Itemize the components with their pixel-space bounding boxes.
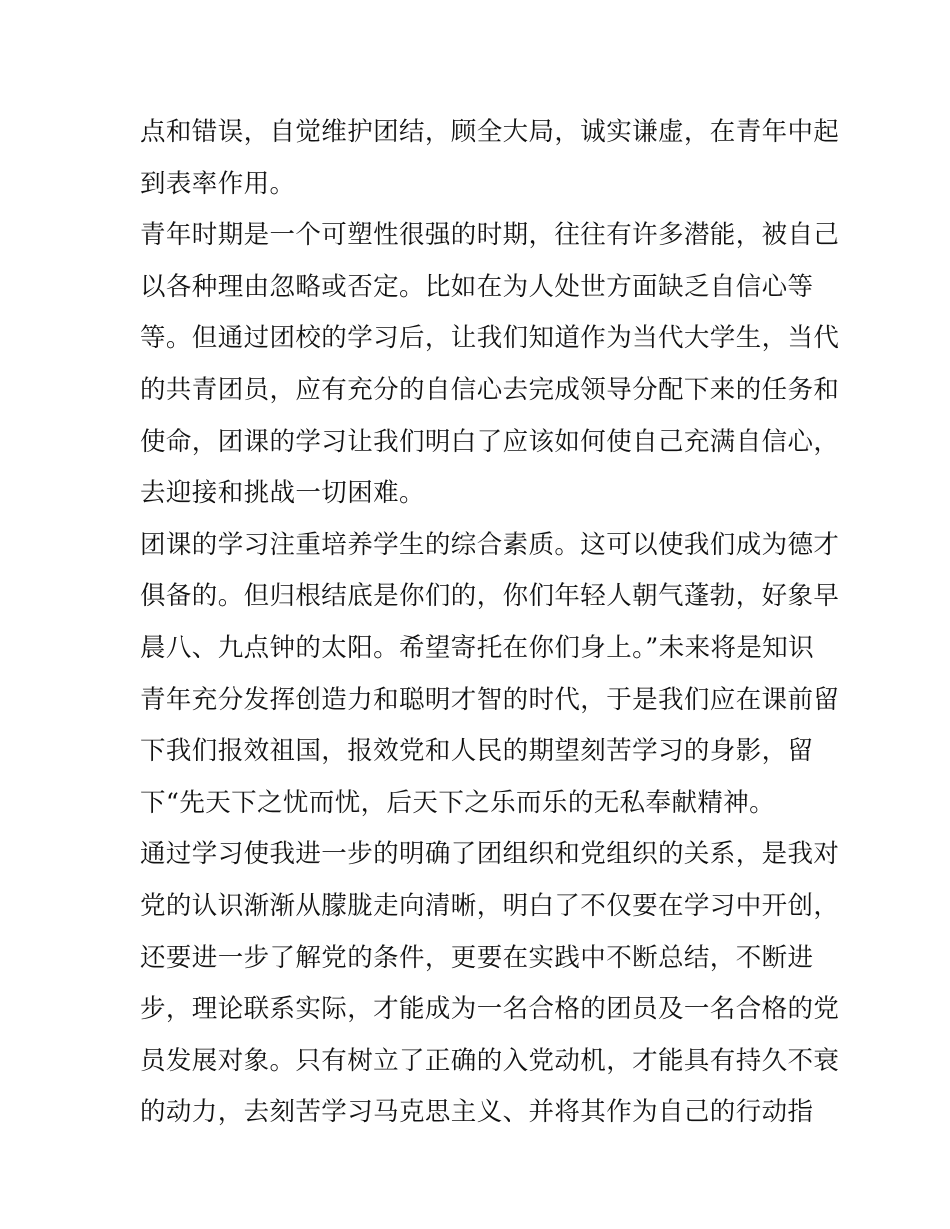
text-line: 的共青团员，应有充分的自信心去完成领导分配下来的任务和 <box>140 374 840 405</box>
text-line: 青年充分发挥创造力和聪明才智的时代，于是我们应在课前留 <box>140 684 840 715</box>
text-line: 去迎接和挑战一切困难。 <box>140 478 425 509</box>
text-line: 下我们报效祖国，报效党和人民的期望刻苦学习的身影，留 <box>140 736 814 767</box>
text-line: 点和错误，自觉维护团结，顾全大局，诚实谦虚，在青年中起 <box>140 117 840 147</box>
text-line: 以各种理由忽略或否定。比如在为人处世方面缺乏自信心等 <box>140 271 814 302</box>
text-line: 党的认识渐渐从朦胧走向清晰，明白了不仅要在学习中开创， <box>140 890 840 921</box>
text-line: 团课的学习注重培养学生的综合素质。这可以使我们成为德才 <box>140 529 840 560</box>
text-line: 青年时期是一个可塑性很强的时期，往往有许多潜能，被自己 <box>140 220 840 251</box>
text-line: 下“先天下之忧而忧，后天下之乐而乐的无私奉献精神。 <box>140 787 776 818</box>
text-line: 等。但通过团校的学习后，让我们知道作为当代大学生，当代 <box>140 323 840 354</box>
text-line: 步，理论联系实际，才能成为一名合格的团员及一名合格的党 <box>140 994 840 1025</box>
text-line: 俱备的。但归根结底是你们的，你们年轻人朝气蓬勃，好象早 <box>140 581 840 612</box>
text-line: 通过学习使我进一步的明确了团组织和党组织的关系，是我对 <box>140 839 840 870</box>
text-line: 的动力，去刻苦学习马克思主义、并将其作为自己的行动指 <box>140 1097 814 1128</box>
text-line: 员发展对象。只有树立了正确的入党动机，才能具有持久不衰 <box>140 1045 840 1076</box>
text-line: 使命，团课的学习让我们明白了应该如何使自己充满自信心， <box>140 426 840 457</box>
text-line: 还要进一步了解党的条件，更要在实践中不断总结，不断进 <box>140 942 814 973</box>
text-line: 到表率作用。 <box>140 168 296 199</box>
text-line: 晨八、九点钟的太阳。希望寄托在你们身上。”未来将是知识 <box>140 632 815 663</box>
body-text <box>140 107 840 1139</box>
